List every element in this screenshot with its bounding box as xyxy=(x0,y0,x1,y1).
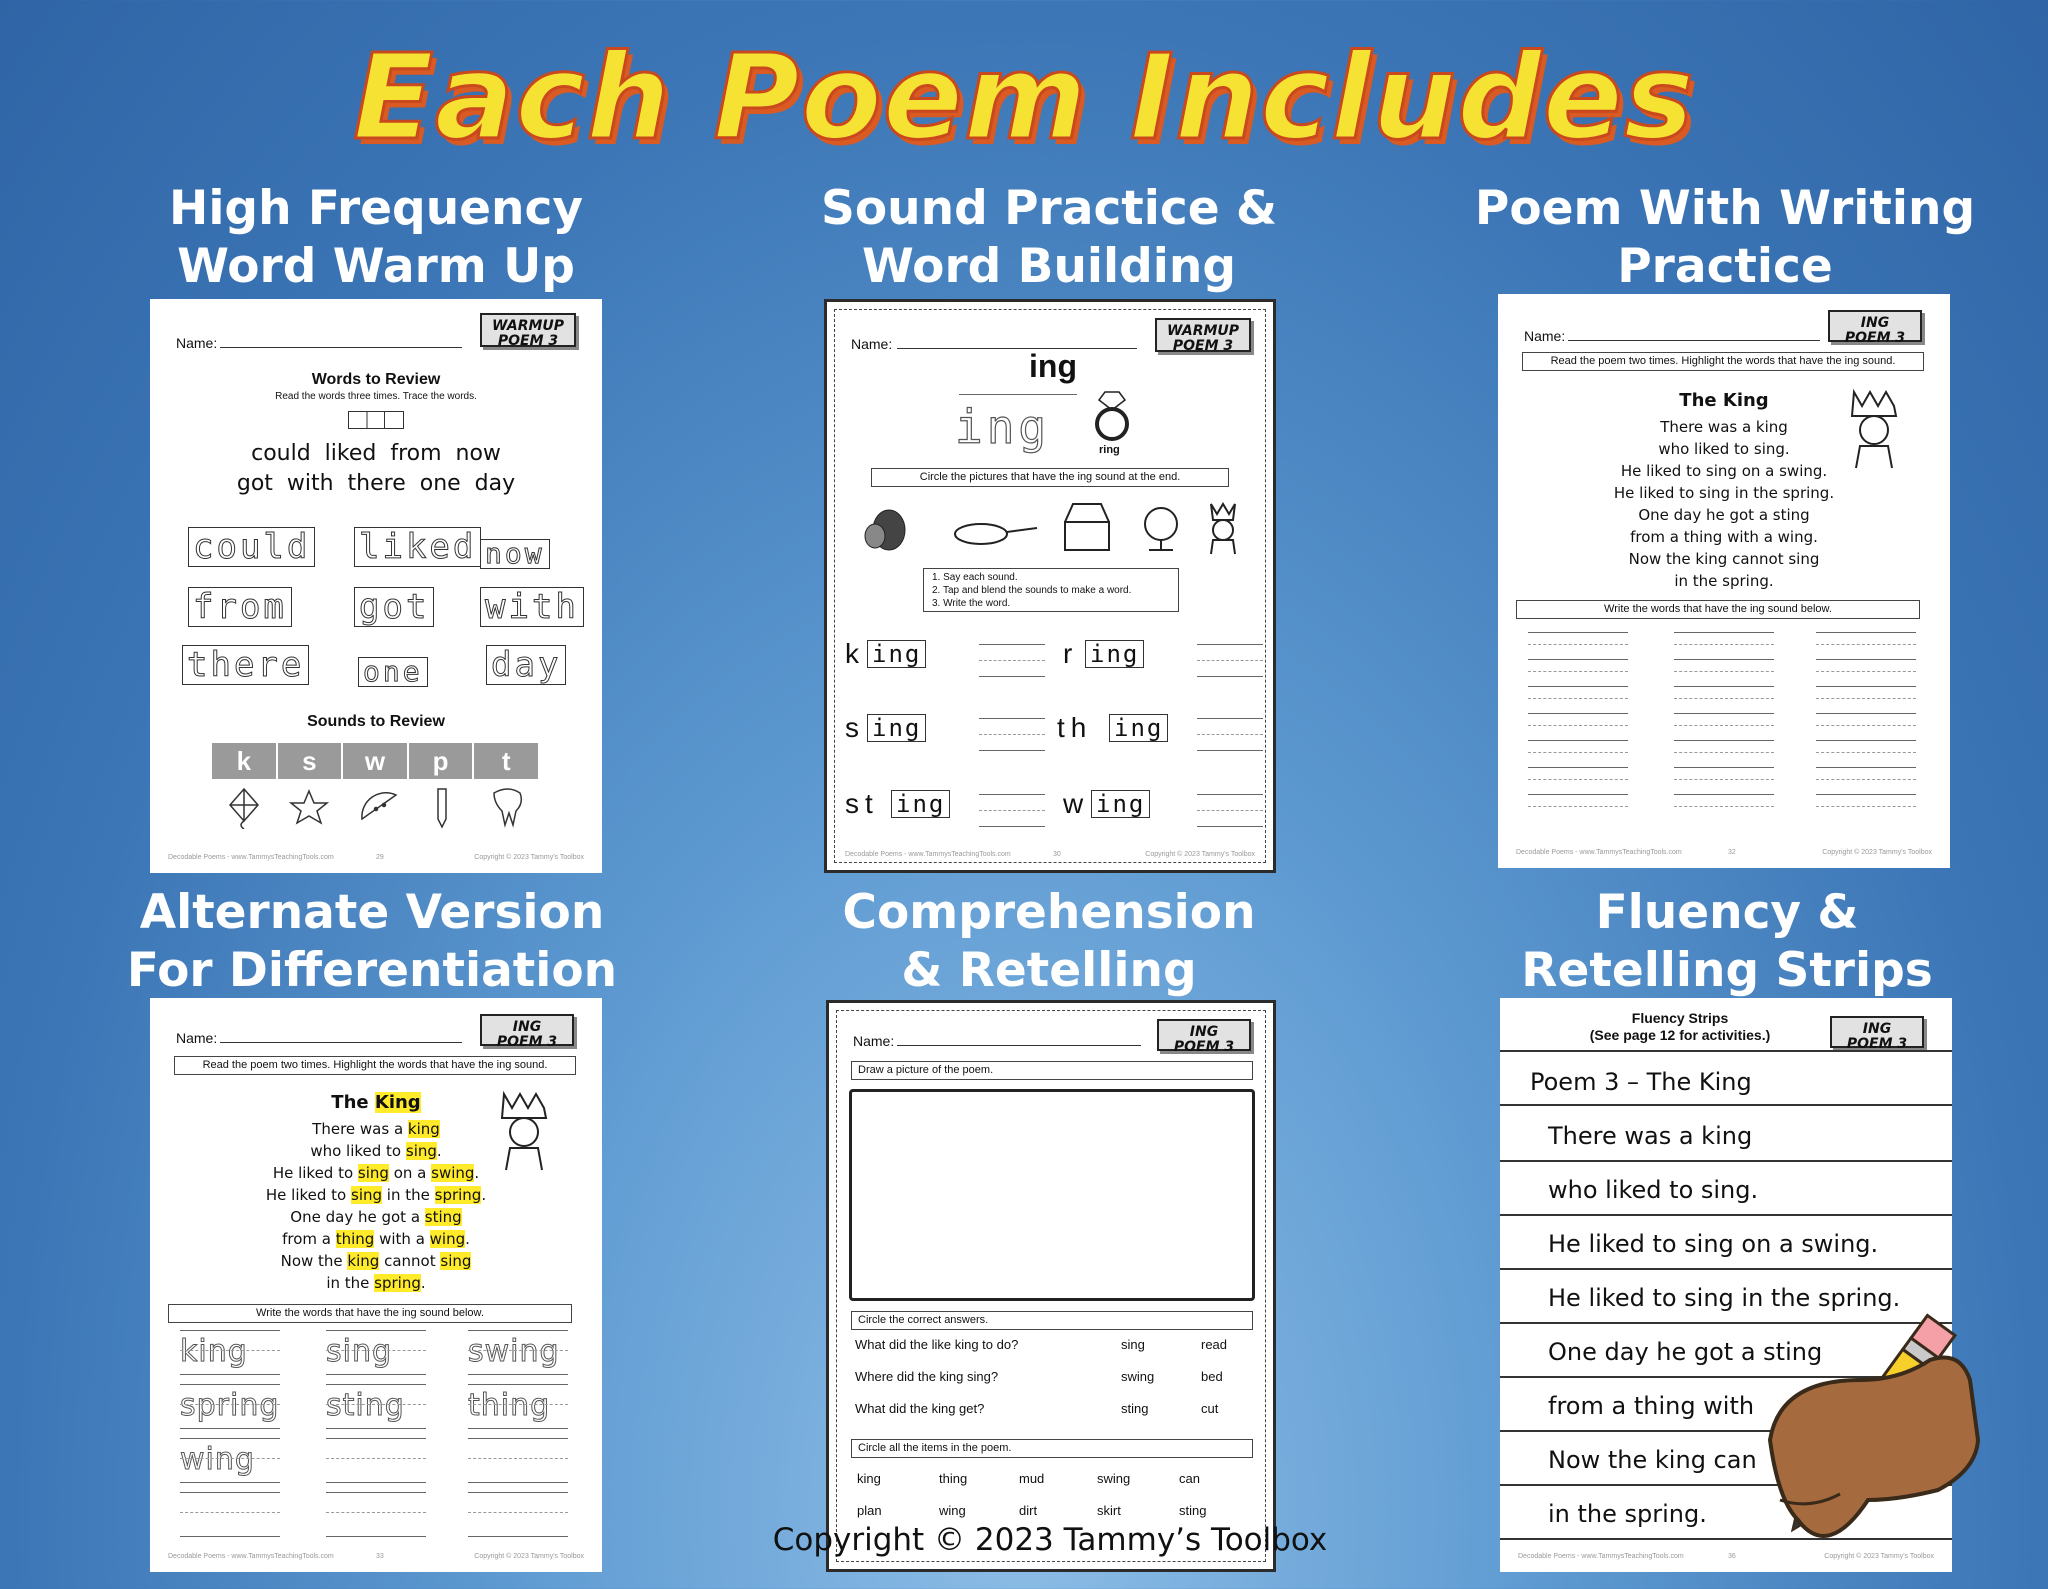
item-option[interactable]: thing xyxy=(939,1471,968,1486)
write-line[interactable] xyxy=(180,1330,280,1331)
poem-title: The King xyxy=(1679,390,1769,411)
write-line[interactable] xyxy=(1674,713,1774,714)
trace-word: now xyxy=(480,539,550,569)
sounds-strip xyxy=(212,743,538,779)
write-guide-line xyxy=(1674,806,1774,807)
instruction-text: Circle the pictures that have the ing sound at the end. xyxy=(871,468,1229,487)
panel-heading-fluency: Fluency & Retelling Strips xyxy=(1521,885,1933,998)
panel-heading-comprehension: Comprehension & Retelling xyxy=(842,885,1256,998)
write-guide-line xyxy=(180,1458,280,1459)
write-line[interactable] xyxy=(326,1438,426,1439)
write-line[interactable] xyxy=(180,1438,280,1439)
trace-word: there xyxy=(182,645,309,685)
name-label: Name: xyxy=(176,335,218,351)
trace-word: sting xyxy=(326,1388,405,1423)
write-line[interactable] xyxy=(180,1428,280,1429)
strips-header: Fluency Strips (See page 12 for activities.) xyxy=(1589,1010,1771,1043)
hand-pencil-icon xyxy=(1740,1300,1990,1560)
build-prefix: r xyxy=(1063,638,1073,669)
write-line xyxy=(1197,676,1263,677)
panel-heading-alternate: Alternate Version For Differentiation xyxy=(126,885,618,998)
name-label: Name: xyxy=(851,336,893,352)
drawing-box[interactable] xyxy=(849,1089,1255,1301)
king-icon xyxy=(1211,504,1235,554)
writing-lines xyxy=(150,1328,602,1538)
poem-line: He liked to sing in the spring. xyxy=(265,1186,487,1204)
warmup-worksheet xyxy=(150,299,602,873)
question-text: What did the king get? xyxy=(855,1401,985,1416)
write-line[interactable] xyxy=(1816,794,1916,795)
name-label: Name: xyxy=(853,1033,895,1049)
write-line[interactable] xyxy=(1528,794,1628,795)
write-line[interactable] xyxy=(326,1384,426,1385)
item-option[interactable]: skirt xyxy=(1097,1503,1121,1518)
poem-line: There was a king xyxy=(1660,418,1788,436)
sound-pattern: ing xyxy=(1029,348,1077,384)
king-icon xyxy=(496,1090,554,1172)
page-number: 30 xyxy=(1053,851,1061,858)
steps-box xyxy=(923,568,1179,612)
write-line[interactable] xyxy=(326,1330,426,1331)
watermelon-icon xyxy=(362,793,396,819)
instruction-text: Write the words that have the ing sound below. xyxy=(168,1304,572,1323)
name-line xyxy=(220,1042,462,1043)
trace-pattern: ing xyxy=(955,400,1051,454)
trace-word: from xyxy=(188,587,292,627)
poem-line: One day he got a sting xyxy=(1638,506,1810,524)
item-option[interactable]: wing xyxy=(939,1503,966,1518)
write-guide-line xyxy=(1528,671,1628,672)
write-guide-line xyxy=(326,1350,426,1351)
build-suffix: ing xyxy=(867,714,926,742)
fluency-strip: One day he got a sting xyxy=(1500,1324,1952,1378)
write-line[interactable] xyxy=(1816,713,1916,714)
question-text: Where did the king sing? xyxy=(855,1369,999,1384)
sound-practice-worksheet xyxy=(824,299,1276,873)
fluency-strip: He liked to sing in the spring. xyxy=(1500,1270,1952,1324)
footer-left: Decodable Poems - www.TammysTeachingTools.com xyxy=(168,854,334,861)
write-line xyxy=(1197,718,1263,719)
writing-lines xyxy=(1498,630,1950,830)
section-title: Sounds to Review xyxy=(307,713,445,730)
write-line[interactable] xyxy=(1816,659,1916,660)
write-guide-line xyxy=(180,1350,280,1351)
write-line[interactable] xyxy=(1528,767,1628,768)
name-line xyxy=(220,347,462,348)
write-line[interactable] xyxy=(1674,632,1774,633)
poem-line: in the spring. xyxy=(326,1274,426,1292)
panel-heading-poem: Poem With Writing Practice xyxy=(1474,181,1976,294)
king-icon xyxy=(1846,388,1904,470)
footer-right: Copyright © 2023 Tammy's Toolbox xyxy=(474,1553,584,1560)
picture-label: ring xyxy=(1099,444,1120,456)
footer-left: Decodable Poems - www.TammysTeachingTools.com xyxy=(1518,1553,1684,1560)
question-text: What did the like king to do? xyxy=(855,1337,1019,1352)
step-text: 1. Say each sound. xyxy=(932,572,1018,583)
poem-line: who liked to sing. xyxy=(310,1142,442,1160)
write-guide-line xyxy=(1816,779,1916,780)
build-prefix: st xyxy=(845,788,879,819)
answer-option[interactable]: swing xyxy=(1121,1369,1155,1384)
poem-line: He liked to sing in the spring. xyxy=(1613,484,1835,502)
highlighted-word: swing xyxy=(431,1164,475,1182)
copyright-text: Copyright © 2023 Tammy’s Toolbox xyxy=(772,1522,1328,1558)
answer-option[interactable]: bed xyxy=(1201,1369,1223,1384)
build-suffix: ing xyxy=(1085,640,1144,668)
build-prefix: s xyxy=(845,712,859,743)
trace-word: one xyxy=(358,657,428,687)
pencil-icon xyxy=(438,789,446,827)
write-line[interactable] xyxy=(468,1492,568,1493)
poem-line: Now the king cannot sing xyxy=(280,1252,472,1270)
name-label: Name: xyxy=(1524,328,1566,344)
fluency-strip: He liked to sing on a swing. xyxy=(1500,1216,1952,1270)
write-guide-line xyxy=(1816,644,1916,645)
write-line[interactable] xyxy=(326,1492,426,1493)
footer-left: Decodable Poems - www.TammysTeachingTools.com xyxy=(168,1553,334,1560)
poem-line: He liked to sing on a swing. xyxy=(1620,462,1828,480)
write-line[interactable] xyxy=(1674,767,1774,768)
build-suffix: ing xyxy=(1091,790,1150,818)
answer-option[interactable]: sing xyxy=(1121,1337,1145,1352)
write-line xyxy=(979,794,1045,795)
trace-word: got xyxy=(354,587,434,627)
instruction-text: Draw a picture of the poem. xyxy=(851,1061,1253,1080)
poem-line: One day he got a sting xyxy=(290,1208,462,1226)
sound-pictures xyxy=(861,498,1245,558)
ring-icon xyxy=(1089,388,1135,442)
write-line xyxy=(1197,750,1263,751)
footer-right: Copyright © 2023 Tammy's Toolbox xyxy=(1822,849,1932,856)
panel-heading-sound: Sound Practice & Word Building xyxy=(821,181,1277,294)
section-title: Words to Review xyxy=(311,371,441,388)
poem-line: who liked to sing. xyxy=(1658,440,1790,458)
name-label: Name: xyxy=(176,1030,218,1046)
poem-line: He liked to sing on a swing. xyxy=(272,1164,480,1182)
trace-word: day xyxy=(486,645,566,685)
page-number: 36 xyxy=(1728,1553,1736,1560)
treasure-chest-icon xyxy=(1065,504,1109,550)
panel-heading-warmup: High Frequency Word Warm Up xyxy=(168,181,583,294)
write-line xyxy=(979,810,1045,811)
write-line[interactable] xyxy=(1528,740,1628,741)
instruction-text: Circle the correct answers. xyxy=(851,1311,1253,1330)
write-line xyxy=(1197,794,1263,795)
write-line xyxy=(979,676,1045,677)
trace-word: thing xyxy=(468,1388,551,1423)
sound-letter: w xyxy=(343,743,409,779)
name-line xyxy=(897,1045,1141,1046)
instruction-text: Circle all the items in the poem. xyxy=(851,1439,1253,1458)
write-guide-line xyxy=(1528,644,1628,645)
instruction-text: Read the poem two times. Highlight the words that have the ing sound. xyxy=(174,1056,576,1075)
sound-letter: k xyxy=(212,743,278,779)
write-line[interactable] xyxy=(1674,659,1774,660)
write-line[interactable] xyxy=(1528,713,1628,714)
trace-word: with xyxy=(480,587,584,627)
answer-option[interactable]: cut xyxy=(1201,1401,1219,1416)
write-guide-line xyxy=(1816,752,1916,753)
write-line[interactable] xyxy=(1816,686,1916,687)
poem-writing-worksheet xyxy=(1498,294,1950,868)
write-guide-line xyxy=(1528,806,1628,807)
item-option[interactable]: plan xyxy=(857,1503,882,1518)
sound-letter: s xyxy=(278,743,344,779)
footer-right: Copyright © 2023 Tammy's Toolbox xyxy=(474,854,584,861)
word-row-1: could liked from now xyxy=(251,441,501,466)
trace-boxes-icon xyxy=(348,411,404,429)
answer-option[interactable]: read xyxy=(1201,1337,1228,1352)
write-line[interactable] xyxy=(468,1384,568,1385)
poem-line: There was a king xyxy=(312,1120,440,1138)
comprehension-worksheet xyxy=(826,1000,1276,1572)
footer-left: Decodable Poems - www.TammysTeachingTools.com xyxy=(845,851,1011,858)
highlighted-word: sing xyxy=(357,1164,389,1182)
write-guide-line xyxy=(1674,752,1774,753)
trace-word: liked xyxy=(354,527,481,567)
page-number: 29 xyxy=(376,854,384,861)
item-option[interactable]: sting xyxy=(1179,1503,1207,1518)
page-number: 33 xyxy=(376,1553,384,1560)
write-guide-line xyxy=(1674,644,1774,645)
write-line[interactable] xyxy=(326,1482,426,1483)
fluency-strip: Now the king can xyxy=(1500,1432,1952,1486)
name-line xyxy=(1568,340,1820,341)
write-line xyxy=(1197,734,1263,735)
item-option[interactable]: mud xyxy=(1019,1471,1045,1486)
trace-word: could xyxy=(188,527,315,567)
instruction-text: Read the poem two times. Highlight the words that have the ing sound. xyxy=(1522,352,1924,371)
highlighted-word: king xyxy=(347,1252,380,1270)
fluency-strip: in the spring. xyxy=(1500,1486,1952,1540)
title-text: The xyxy=(331,1092,375,1113)
write-line[interactable] xyxy=(1674,740,1774,741)
write-line[interactable] xyxy=(468,1428,568,1429)
write-line[interactable] xyxy=(1816,767,1916,768)
fluency-strip-title: Poem 3 – The King xyxy=(1500,1052,1952,1106)
write-line[interactable] xyxy=(468,1482,568,1483)
write-guide-line xyxy=(1528,698,1628,699)
write-line xyxy=(979,644,1045,645)
write-line[interactable] xyxy=(180,1374,280,1375)
alternate-worksheet xyxy=(150,998,602,1572)
worksheet-badge: ING POEM 3 xyxy=(1157,1019,1251,1051)
build-prefix: k xyxy=(845,638,859,669)
write-line xyxy=(1197,826,1263,827)
highlighted-word: sing xyxy=(405,1142,437,1160)
write-guide-line xyxy=(1528,779,1628,780)
sound-pictures xyxy=(212,785,538,829)
worksheet-badge: ING POEM 3 xyxy=(1830,1016,1924,1048)
highlighted-word: thing xyxy=(335,1230,375,1248)
build-suffix: ing xyxy=(1109,714,1168,742)
worksheet-badge: ING POEM 3 xyxy=(1828,310,1922,342)
write-guide-line xyxy=(1816,806,1916,807)
write-guide-line xyxy=(326,1512,426,1513)
highlighted-word: spring xyxy=(434,1186,482,1204)
write-line[interactable] xyxy=(1528,632,1628,633)
build-prefix: th xyxy=(1057,712,1093,743)
write-line[interactable] xyxy=(1528,659,1628,660)
write-guide-line xyxy=(1816,671,1916,672)
fluency-strip: There was a king xyxy=(1500,1108,1952,1162)
item-option[interactable]: king xyxy=(857,1471,881,1486)
star-icon xyxy=(291,791,327,823)
trace-word: sing xyxy=(326,1334,393,1369)
highlighted-word: sing xyxy=(440,1252,472,1270)
write-line xyxy=(979,660,1045,661)
write-guide-line xyxy=(1816,725,1916,726)
write-guide-line xyxy=(468,1350,568,1351)
item-option[interactable]: swing xyxy=(1097,1471,1131,1486)
item-option[interactable]: dirt xyxy=(1019,1503,1038,1518)
write-guide-line xyxy=(1674,671,1774,672)
write-guide-line xyxy=(1674,779,1774,780)
write-line[interactable] xyxy=(1528,686,1628,687)
pattern-underline xyxy=(959,394,1077,395)
answer-option[interactable]: sting xyxy=(1121,1401,1149,1416)
globe-icon xyxy=(1145,508,1177,550)
step-text: 3. Write the word. xyxy=(932,598,1011,609)
write-line[interactable] xyxy=(1816,632,1916,633)
step-text: 2. Tap and blend the sounds to make a word. xyxy=(932,585,1132,596)
write-line[interactable] xyxy=(180,1482,280,1483)
footer-right: Copyright © 2023 Tammy's Toolbox xyxy=(1824,1553,1934,1560)
sound-letter: t xyxy=(501,746,511,776)
instruction-text: Write the words that have the ing sound below. xyxy=(1516,600,1920,619)
write-guide-line xyxy=(180,1404,280,1405)
write-line xyxy=(1197,810,1263,811)
write-guide-line xyxy=(468,1404,568,1405)
write-guide-line xyxy=(1674,698,1774,699)
write-line[interactable] xyxy=(468,1330,568,1331)
write-line xyxy=(979,734,1045,735)
poem-line: from a thing with a wing. xyxy=(1630,528,1818,546)
pan-icon xyxy=(955,524,1037,544)
page-number: 32 xyxy=(1728,849,1736,856)
write-line xyxy=(1197,660,1263,661)
write-line xyxy=(1197,644,1263,645)
write-line[interactable] xyxy=(180,1384,280,1385)
write-line[interactable] xyxy=(1674,686,1774,687)
kite-icon xyxy=(230,789,258,829)
poem-line: in the spring. xyxy=(1674,572,1774,590)
sound-letter: p xyxy=(409,743,475,779)
highlighted-word: King xyxy=(374,1092,421,1113)
write-guide-line xyxy=(1674,725,1774,726)
fluency-strip: from a thing with xyxy=(1500,1378,1952,1432)
fluency-strip: who liked to sing. xyxy=(1500,1162,1952,1216)
write-guide-line xyxy=(468,1458,568,1459)
trace-word: swing xyxy=(468,1334,560,1369)
word-row-2: got with there one day xyxy=(236,471,516,496)
write-line[interactable] xyxy=(326,1374,426,1375)
worksheet-badge: WARMUP POEM 3 xyxy=(1155,318,1251,352)
highlighted-word: king xyxy=(407,1120,440,1138)
poem-line: Now the king cannot sing xyxy=(1628,550,1820,568)
build-suffix: ing xyxy=(891,790,950,818)
write-line[interactable] xyxy=(468,1438,568,1439)
write-line[interactable] xyxy=(180,1492,280,1493)
footer-right: Copyright © 2023 Tammy's Toolbox xyxy=(1145,851,1255,858)
strawberries-icon xyxy=(865,510,905,550)
write-guide-line xyxy=(326,1458,426,1459)
write-line[interactable] xyxy=(1816,740,1916,741)
build-prefix: w xyxy=(1063,788,1084,819)
highlighted-word: sting xyxy=(424,1208,462,1226)
main-title: Each Poem Includes xyxy=(353,28,1695,166)
write-guide-line xyxy=(1528,725,1628,726)
highlighted-word: spring xyxy=(374,1274,421,1292)
worksheet-badge: WARMUP POEM 3 xyxy=(480,313,576,347)
write-line xyxy=(979,826,1045,827)
write-guide-line xyxy=(468,1512,568,1513)
write-line[interactable] xyxy=(326,1428,426,1429)
write-line xyxy=(979,718,1045,719)
write-line[interactable] xyxy=(1674,794,1774,795)
footer-left: Decodable Poems - www.TammysTeachingTools.com xyxy=(1516,849,1682,856)
build-suffix: ing xyxy=(867,640,926,668)
trace-word: spring xyxy=(180,1388,280,1423)
highlighted-word: wing xyxy=(429,1230,466,1248)
write-line xyxy=(979,750,1045,751)
tooth-icon xyxy=(494,789,521,825)
worksheet-badge: ING POEM 3 xyxy=(480,1014,574,1046)
write-guide-line xyxy=(1816,698,1916,699)
instruction-text: Read the words three times. Trace the words. xyxy=(275,391,477,402)
write-guide-line xyxy=(326,1404,426,1405)
poem-line: from a thing with a wing. xyxy=(282,1230,470,1248)
write-guide-line xyxy=(1528,752,1628,753)
trace-word: wing xyxy=(180,1442,255,1477)
highlighted-word: sing xyxy=(351,1186,383,1204)
write-guide-line xyxy=(180,1512,280,1513)
write-line[interactable] xyxy=(468,1374,568,1375)
item-option[interactable]: can xyxy=(1179,1471,1200,1486)
trace-word: king xyxy=(180,1334,248,1369)
